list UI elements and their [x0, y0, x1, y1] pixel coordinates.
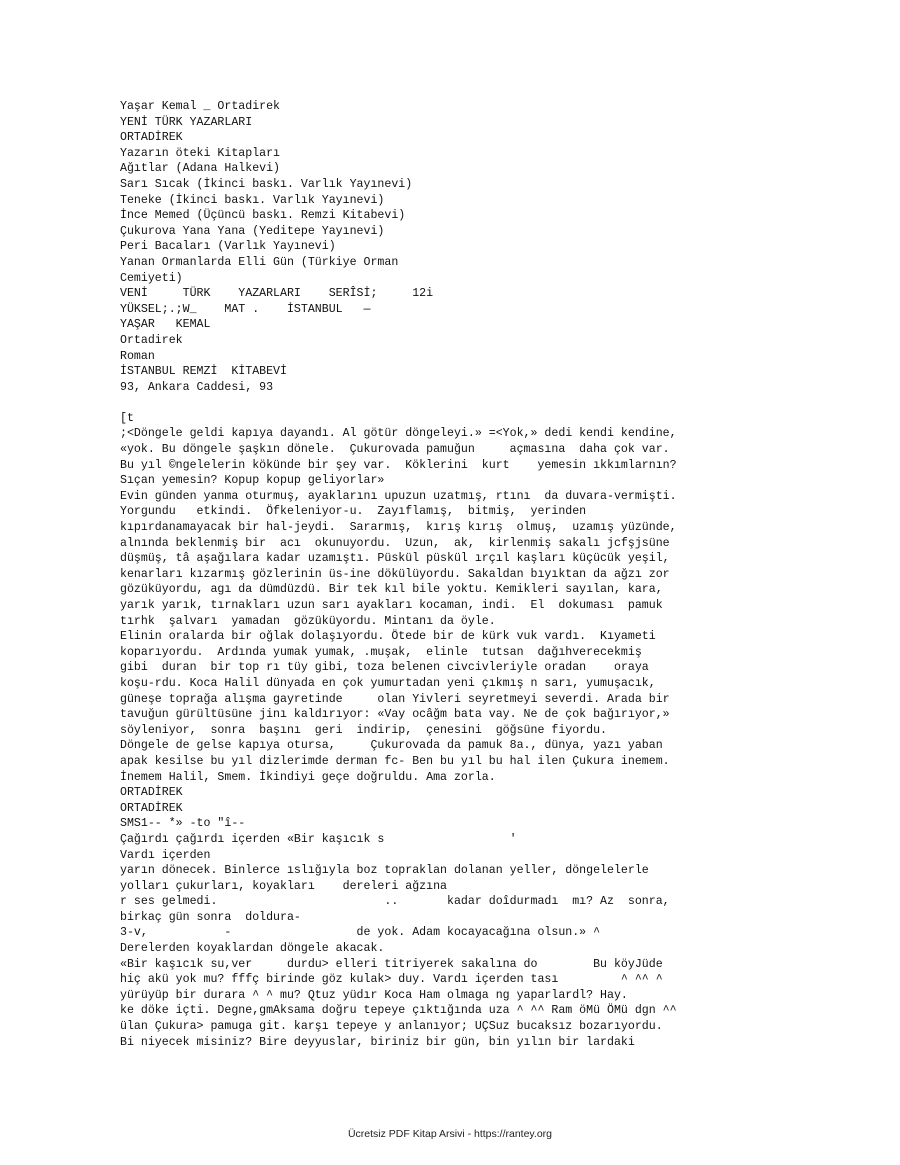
text-line: alnında beklenmiş bir acı okunuyordu. Uzun, ak, kirlenmiş sakalı jcfşjsüne [120, 536, 670, 550]
text-line: İSTANBUL REMZİ KİTABEVİ [120, 365, 287, 379]
text-line: tırhk şalvarı yamadan gözüküyordu. Mintanı da öyle. [120, 614, 496, 628]
text-line: kenarları kızarmış gözlerinin üs-ine dökülüyordu. Sakaldan bıyıktan da ağzı zor [120, 567, 670, 581]
text-line: «Bir kaşıcık su,ver durdu> elleri titriyerek sakalına do Bu köyJüde [120, 957, 663, 971]
text-line: Ağıtlar (Adana Halkevi) [120, 162, 281, 176]
text-line: Çağırdı çağırdı içerden «Bir kaşıcık s ' [120, 832, 517, 846]
text-line: ;<Döngele geldi kapıya dayandı. Al götür döngeleyi.» =<Yok,» dedi kendi kendine, [120, 427, 677, 441]
text-line: Sarı Sıcak (İkinci baskı. Varlık Yayınevi) [120, 177, 413, 191]
text-line: birkaç gün sonra doldura- [120, 910, 301, 924]
text-line: 3-v, - de yok. Adam kocayacağına olsun.» ^ [120, 926, 601, 940]
text-line: Elinin oralarda bir oğlak dolaşıyordu. Ötede bir de kürk vuk vardı. Kıyameti [120, 630, 656, 644]
text-line: apak kesilse bu yıl dizlerimde derman fc- Ben bu yıl bu hal ilen Çukura inemem. [120, 754, 670, 768]
text-line: SMS1-- *» -to "î-- [120, 817, 246, 831]
text-line: Yanan Ormanlarda Elli Gün (Türkiye Orman [120, 255, 399, 269]
text-line: Bi niyecek misiniz? Bire deyyuslar, biriniz bir gün, bin yılın bir lardaki [120, 1035, 635, 1049]
text-line: r ses gelmedi. .. kadar doîdurmadı mı? Az sonra, [120, 895, 670, 909]
text-line: gözüküyordu, agı da dümdüzdü. Bir tek kıl bile yoktu. Kemikleri sayılan, kara, [120, 583, 663, 597]
text-line: ORTADİREK [120, 786, 183, 800]
text-line: Bu yıl ©ngelelerin kökünde bir şey var. Köklerini kurt yemesin ıkkımlarnın? [120, 458, 677, 472]
text-line: Yorgundu etkindi. Öfkeleniyor-u. Zayıflamış, bitmiş, yerinden [120, 505, 587, 519]
text-line: YENİ TÜRK YAZARLARI [120, 115, 253, 129]
text-line: düşmüş, tâ aşağılara kadar uzamıştı. Püskül püskül ırçıl kaşları küçücük yeşil, [120, 552, 670, 566]
text-line: yolları çukurları, koyakları dereleri ağzına [120, 879, 447, 893]
text-line: güneşe toprağa alışma gayretinde olan Yivleri seyretmeyi severdi. Arada bir [120, 692, 670, 706]
text-line: YAŞAR KEMAL [120, 318, 211, 332]
text-line: koparıyordu. Ardında yumak yumak, .muşak, elinle tutsan dağıhverecekmiş [120, 645, 642, 659]
text-line: yürüyüp bir durara ^ ^ mu? Qtuz yüdır Koca Ham olmaga ng yaparlardl? Hay. [120, 988, 628, 1002]
text-line: İnemem Halil, Smem. İkindiyi geçe doğruldu. Ama zorla. [120, 770, 496, 784]
text-line: ülan Çukura> pamuga git. karşı tepeye y anlanıyor; UÇSuz bucaksız bozarıyordu. [120, 1020, 663, 1034]
text-line: Döngele de gelse kapıya otursa, Çukurovada da pamuk 8a., dünya, yazı yaban [120, 739, 663, 753]
text-line: gibi duran bir top rı tüy gibi, toza belenen civcivleriyle oradan oraya [120, 661, 649, 675]
text-line: Sıçan yemesin? Kopup kopup geliyorlar» [120, 474, 385, 488]
text-line: Roman [120, 349, 155, 363]
text-line: hiç akü yok mu? fffç birinde göz kulak> duy. Vardı içerden tası ^ ^^ ^ [120, 973, 663, 987]
text-line: kıpırdanamayacak bir hal-jeydi. Sararmış, kırış kırış olmuş, uzamış yüzünde, [120, 521, 677, 535]
text-line: Evin günden yanma oturmuş, ayaklarını upuzun uzatmış, rtını da duvara-vermişti. [120, 489, 677, 503]
text-line: 93, Ankara Caddesi, 93 [120, 380, 274, 394]
text-line: söyleniyor, sonra başını geri indirip, çenesini göğsüne fiyordu. [120, 723, 608, 737]
text-line: koşu-rdu. Koca Halil dünyada en çok yumurtadan yeni çıkmış n sarı, yumuşacık, [120, 676, 656, 690]
text-line: VENİ TÜRK YAZARLARI SERÎSİ; 12i [120, 287, 434, 301]
text-line: Vardı içerden [120, 848, 211, 862]
blank-line [120, 395, 840, 411]
text-line: Derelerden koyaklardan döngele akacak. [120, 942, 385, 956]
text-line: Yazarın öteki Kitapları [120, 146, 281, 160]
text-line: tavuğun gürültüsüne jinı kaldırıyor: «Vay ocâğm bata vay. Ne de çok bağırıyor,» [120, 708, 670, 722]
text-line: ORTADİREK [120, 801, 183, 815]
text-line: ORTADİREK [120, 131, 183, 145]
text-line: Yaşar Kemal _ Ortadirek [120, 100, 281, 113]
text-line: Çukurova Yana Yana (Yeditepe Yayınevi) [120, 224, 385, 238]
text-line: yarık yarık, tırnakları uzun sarı ayakları kocaman, indi. El dokuması pamuk [120, 599, 663, 612]
document-body-text [120, 99, 840, 1050]
text-line: Ortadirek [120, 333, 183, 347]
page-footer: Ücretsiz PDF Kitap Arsivi - https://rantey.org [347, 1128, 553, 1140]
text-line: Cemiyeti) [120, 271, 183, 285]
text-line: [t [120, 411, 134, 425]
text-line: ke döke içti. Degne,gmAksama doğru tepeye çıktığında uza ^ ^^ Ram öMü ÖMü dgn ^^ [120, 1004, 677, 1018]
text-line: yarın dönecek. Binlerce ıslığıyla boz topraklan dolanan yeller, döngelelerle [120, 864, 649, 878]
text-line: Peri Bacaları (Varlık Yayınevi) [120, 240, 336, 254]
text-line: İnce Memed (Üçüncü baskı. Remzi Kitabevi) [120, 209, 406, 223]
text-line: YÜKSEL;.;W_ MAT . İSTANBUL — [120, 302, 371, 316]
text-line: Teneke (İkinci baskı. Varlık Yayınevi) [120, 193, 385, 207]
text-line: «yok. Bu döngele şaşkın dönele. Çukurovada pamuğun açmasına daha çok var. [120, 443, 670, 457]
